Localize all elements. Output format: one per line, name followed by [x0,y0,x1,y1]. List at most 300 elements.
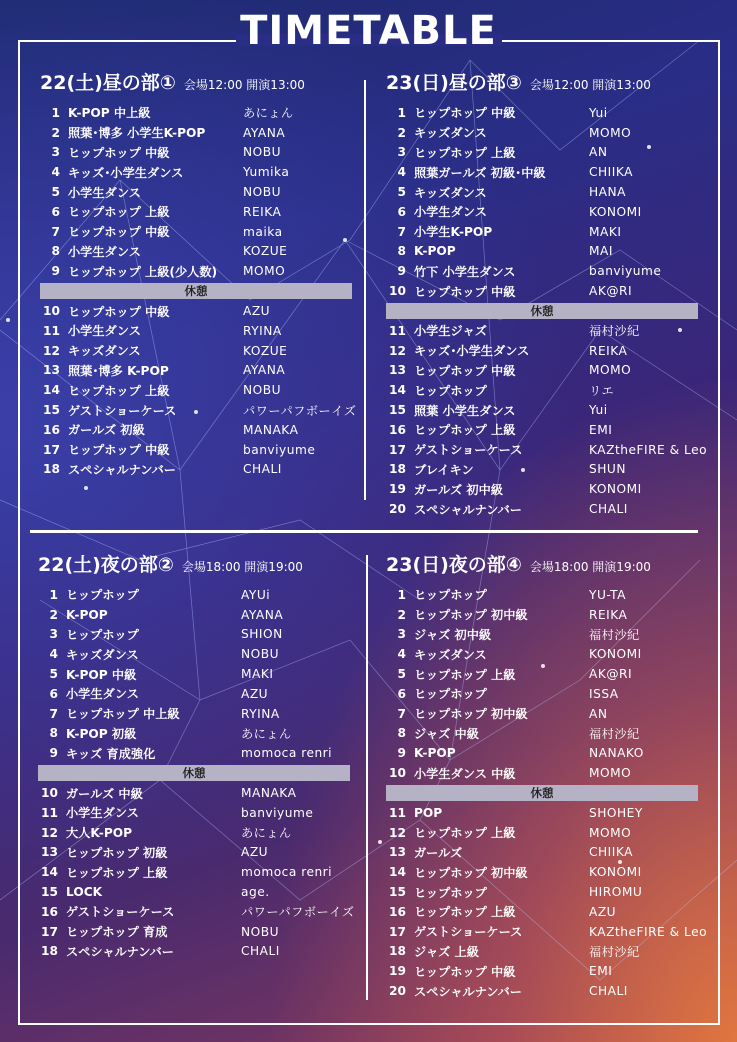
program-row [386,222,698,242]
program-number: 16 [43,422,60,437]
program-genre: ヒップホップ 上級 [414,905,516,920]
program-row [386,823,698,843]
program-performer: SHION [241,627,283,642]
program-number: 8 [51,244,60,259]
program-row [40,103,352,123]
program-row [386,202,698,222]
program-performer: AN [589,145,608,160]
program-performer: 福村沙紀 [589,627,640,642]
program-row [386,605,698,625]
program-number: 16 [41,904,58,919]
program-number: 13 [389,363,406,378]
program-number: 14 [389,865,406,880]
program-number: 2 [51,125,60,140]
program-genre: ヒップホップ 中級 [414,964,516,979]
program-genre: ジャズ 初中級 [414,627,492,642]
program-row [38,724,350,744]
program-row [386,479,698,499]
program-performer: KAZtheFIRE & Leo [589,442,708,457]
program-row [386,644,698,664]
program-genre: ヒップホップ 中級 [68,443,170,458]
program-genre: K-POP [414,244,456,259]
program-row [386,843,698,863]
program-row [38,704,350,724]
program-performer: CHALI [241,944,280,959]
timetable-header [0,8,737,54]
program-row [386,942,698,962]
program-number: 4 [51,165,60,180]
program-performer: ISSA [589,686,619,701]
program-row [40,123,352,143]
program-genre: 小学生ダンス [68,324,141,339]
program-row [38,644,350,664]
program-number: 18 [389,944,406,959]
page-title: TIMETABLE [240,8,497,54]
program-genre: ヒップホップ 上級 [68,205,170,220]
program-row [38,922,350,942]
program-genre: ジャズ 中級 [414,726,479,741]
program-row [386,684,698,704]
program-genre: ヒップホップ 初中級 [414,608,528,623]
program-performer: NANAKO [589,746,644,761]
program-performer: AYUi [241,587,271,602]
program-genre: ゲストショーケース [68,403,177,418]
program-performer: banviyume [243,442,316,457]
program-number: 18 [43,462,60,477]
program-performer: パワーパフボーイズ [241,905,355,920]
program-row [40,242,352,262]
program-row [38,684,350,704]
program-list [40,103,357,479]
program-performer: RYINA [241,706,280,721]
program-genre: K-POP 中級 [66,667,137,682]
program-performer: MOMO [589,825,632,840]
program-number: 5 [49,667,58,682]
program-performer: CHALI [243,462,282,477]
program-performer: KONOMI [589,647,642,662]
program-performer: NOBU [243,145,281,160]
break-bar: 休憩 [386,785,698,801]
program-row [40,182,352,202]
program-row [40,380,352,400]
program-genre: ヒップホップ 中上級 [66,707,180,722]
program-row [38,882,350,902]
program-number: 16 [389,904,406,919]
program-number: 3 [397,145,406,160]
program-performer: age. [241,885,270,900]
program-number: 14 [389,383,406,398]
program-row [38,942,350,962]
session-header [38,550,350,576]
program-row [40,420,352,440]
program-performer: リエ [589,383,615,398]
session-time: 会場18:00 開演19:00 [181,560,303,574]
program-number: 12 [389,343,406,358]
program-row [386,242,698,262]
program-performer: NOBU [241,647,279,662]
program-number: 1 [51,105,60,120]
program-number: 19 [389,482,406,497]
session-time: 会場12:00 開演13:00 [183,78,305,92]
session-day22-evening [38,550,355,961]
program-performer: MAKI [589,224,622,239]
program-number: 11 [41,805,58,820]
program-genre: K-POP 初級 [66,726,137,741]
program-genre: スペシャルナンバー [66,944,174,959]
program-performer: CHIIKA [589,165,633,180]
program-number: 6 [397,204,406,219]
program-row [386,123,698,143]
program-performer: REIKA [243,204,282,219]
session-title: 22(土)昼の部① [40,72,176,94]
program-genre: ヒップホップ 上級 [414,667,516,682]
program-number: 17 [389,442,406,457]
program-row [386,981,698,1001]
program-genre: ヒップホップ 中級 [414,106,516,121]
session-time: 会場18:00 開演19:00 [529,560,651,574]
program-row [386,420,698,440]
program-number: 12 [41,825,58,840]
session-title: 23(日)夜の部④ [386,554,522,576]
program-row [38,664,350,684]
program-performer: momoca renri [241,865,333,880]
program-performer: KONOMI [589,865,642,880]
program-row [40,440,352,460]
program-genre: ヒップホップ 初中級 [414,865,528,880]
program-performer: 福村沙紀 [589,726,640,741]
program-row [386,400,698,420]
program-list [386,585,708,1001]
program-genre: ヒップホップ [414,588,487,603]
program-list [38,585,355,961]
program-number: 7 [397,224,406,239]
program-row [386,585,698,605]
program-number: 4 [397,165,406,180]
program-genre: 小学生ダンス 中級 [414,766,516,781]
program-number: 10 [43,304,60,319]
program-genre: 照葉･博多 K-POP [68,363,169,378]
program-genre: キッズダンス [66,647,139,662]
session-day23-evening [386,550,708,1001]
program-row [386,763,698,783]
program-performer: maika [243,224,283,239]
program-number: 7 [49,706,58,721]
program-performer: REIKA [589,343,628,358]
program-number: 3 [49,627,58,642]
program-number: 13 [43,363,60,378]
program-genre: ブレイキン [414,462,474,477]
program-row [38,902,355,922]
program-genre: ヒップホップ 上級(少人数) [68,264,218,279]
program-row [40,400,357,420]
program-number: 20 [389,984,406,999]
program-genre: ヒップホップ 上級 [414,423,516,438]
program-row [386,281,698,301]
program-row [386,803,698,823]
program-number: 2 [397,607,406,622]
program-number: 5 [51,185,60,200]
program-number: 10 [389,284,406,299]
program-row [386,261,698,281]
program-genre: 照葉ガールズ 初級･中級 [414,165,546,180]
program-performer: momoca renri [241,746,333,761]
program-performer: KOZUE [243,244,288,259]
program-performer: MANAKA [241,786,297,801]
program-row [386,380,698,400]
program-performer: AYANA [243,363,286,378]
program-number: 15 [43,403,60,418]
program-genre: スペシャルナンバー [68,462,176,477]
program-number: 1 [49,587,58,602]
program-number: 15 [389,403,406,418]
program-row [386,724,698,744]
program-genre: キッズ･小学生ダンス [68,165,184,180]
program-performer: RYINA [243,323,282,338]
session-header [386,68,698,94]
program-number: 15 [41,885,58,900]
program-row [40,162,352,182]
program-row [38,803,350,823]
program-genre: 照葉･博多 小学生K-POP [68,126,206,141]
program-genre: スペシャルナンバー [414,984,522,999]
program-genre: キッズダンス [414,647,487,662]
program-row [40,321,352,341]
program-number: 3 [397,627,406,642]
program-row [38,585,350,605]
program-number: 11 [389,805,406,820]
program-performer: EMI [589,422,613,437]
program-performer: NOBU [243,383,281,398]
program-performer: SHUN [589,462,626,477]
program-genre: 竹下 小学生ダンス [414,264,516,279]
program-row [386,321,698,341]
program-genre: POP [414,805,443,820]
program-performer: YU-TA [589,587,626,602]
program-row [38,743,350,763]
program-genre: ゲストショーケース [414,925,523,940]
program-genre: キッズダンス [68,344,141,359]
program-performer: あにょん [241,726,292,741]
program-row [386,922,708,942]
program-row [38,783,350,803]
program-performer: パワーパフボーイズ [243,403,357,418]
section-divider-vertical-top [364,80,366,500]
program-number: 5 [397,667,406,682]
program-row [386,361,698,381]
program-number: 12 [43,343,60,358]
program-genre: キッズ 育成強化 [66,746,156,761]
break-bar: 休憩 [38,765,350,781]
program-performer: MOMO [589,766,632,781]
program-performer: AYANA [241,607,284,622]
program-number: 13 [41,845,58,860]
program-genre: ヒップホップ 初中級 [414,707,528,722]
program-genre: 大人K-POP [66,826,133,841]
program-number: 15 [389,885,406,900]
program-genre: K-POP [414,746,456,761]
program-number: 4 [397,647,406,662]
program-performer: AK@RI [589,284,633,299]
session-title: 22(土)夜の部② [38,554,174,576]
program-performer: NOBU [241,924,279,939]
program-genre: ヒップホップ 中級 [414,363,516,378]
break-bar: 休憩 [386,303,698,319]
program-performer: AZU [589,904,617,919]
program-number: 11 [43,323,60,338]
program-number: 9 [397,264,406,279]
program-performer: AN [589,706,608,721]
program-performer: Yumika [243,165,290,180]
program-genre: 小学生ダンス [68,244,141,259]
program-genre: ゲストショーケース [414,443,523,458]
program-row [386,743,698,763]
program-performer: AK@RI [589,667,633,682]
program-row [38,605,350,625]
program-genre: ヒップホップ [414,687,487,702]
program-performer: REIKA [589,607,628,622]
program-number: 3 [51,145,60,160]
program-genre: ヒップホップ [414,383,487,398]
program-number: 8 [397,726,406,741]
program-number: 12 [389,825,406,840]
program-number: 8 [49,726,58,741]
program-performer: KONOMI [589,482,642,497]
program-number: 7 [397,706,406,721]
program-genre: ヒップホップ 初級 [66,845,168,860]
program-performer: CHALI [589,984,628,999]
program-genre: キッズダンス [414,126,487,141]
program-number: 6 [397,686,406,701]
program-performer: MOMO [589,125,632,140]
program-performer: KOZUE [243,343,288,358]
program-genre: ガールズ [414,845,463,860]
program-performer: banviyume [241,805,314,820]
program-number: 5 [397,185,406,200]
program-genre: 照葉 小学生ダンス [414,403,516,418]
program-performer: KONOMI [589,204,642,219]
program-number: 9 [397,746,406,761]
program-genre: ヒップホップ 上級 [66,865,168,880]
program-genre: ヒップホップ [66,588,139,603]
program-row [386,440,708,460]
program-number: 2 [49,607,58,622]
program-genre: ヒップホップ 育成 [66,925,168,940]
program-performer: Yui [589,105,608,120]
program-genre: ジャズ 上級 [414,944,479,959]
program-performer: MAI [589,244,613,259]
program-performer: EMI [589,964,613,979]
program-genre: K-POP [66,607,108,622]
program-number: 17 [41,924,58,939]
program-performer: あにょん [243,106,294,121]
session-title: 23(日)昼の部③ [386,72,522,94]
program-row [40,460,352,480]
program-performer: banviyume [589,264,662,279]
program-row [386,182,698,202]
program-row [386,103,698,123]
program-genre: ガールズ 初中級 [414,482,503,497]
program-row [386,143,698,163]
program-number: 16 [389,422,406,437]
program-performer: MOMO [243,264,286,279]
program-performer: AYANA [243,125,286,140]
program-genre: ヒップホップ 中級 [68,304,170,319]
program-performer: あにょん [241,826,292,841]
program-list [386,103,708,519]
program-genre: ヒップホップ 上級 [68,383,170,398]
section-divider-vertical-bottom [366,555,368,1000]
program-genre: ガールズ 中級 [66,786,143,801]
program-number: 6 [49,686,58,701]
program-genre: ヒップホップ 中級 [414,284,516,299]
program-genre: 小学生ダンス [66,687,139,702]
break-bar: 休憩 [40,283,352,299]
program-row [386,499,698,519]
program-number: 20 [389,502,406,517]
program-number: 18 [389,462,406,477]
program-genre: キッズダンス [414,185,487,200]
program-number: 14 [43,383,60,398]
program-number: 17 [389,924,406,939]
program-number: 11 [389,323,406,338]
session-day22-afternoon [40,68,357,479]
program-number: 14 [41,865,58,880]
program-genre: K-POP 中上級 [68,106,151,121]
program-row [38,823,350,843]
program-number: 8 [397,244,406,259]
session-header [386,550,698,576]
program-genre: LOCK [66,885,103,900]
program-row [386,625,698,645]
program-genre: ヒップホップ 上級 [414,145,516,160]
program-number: 18 [41,944,58,959]
program-number: 9 [51,264,60,279]
program-genre: スペシャルナンバー [414,502,522,517]
program-performer: NOBU [243,185,281,200]
program-row [386,704,698,724]
session-day23-afternoon [386,68,708,519]
program-row [386,664,698,684]
program-row [386,460,698,480]
program-performer: HIROMU [589,885,643,900]
program-genre: ヒップホップ [414,885,487,900]
program-performer: Yui [589,403,608,418]
program-performer: MAKI [241,667,274,682]
program-genre: 小学生ダンス [66,806,139,821]
program-number: 13 [389,845,406,860]
program-performer: AZU [241,686,269,701]
program-number: 9 [49,746,58,761]
program-row [386,882,698,902]
program-number: 10 [389,766,406,781]
program-number: 17 [43,442,60,457]
program-genre: 小学生ジャズ [414,324,487,339]
program-performer: KAZtheFIRE & Leo [589,924,708,939]
program-genre: 小学生ダンス [414,205,487,220]
program-number: 2 [397,125,406,140]
program-performer: AZU [243,304,271,319]
program-number: 1 [397,105,406,120]
program-number: 7 [51,224,60,239]
program-performer: MANAKA [243,422,299,437]
program-row [386,961,698,981]
program-performer: 福村沙紀 [589,324,640,339]
program-row [40,222,352,242]
program-performer: 福村沙紀 [589,944,640,959]
program-genre: ヒップホップ 中級 [68,225,170,240]
section-divider-horizontal [30,530,698,533]
program-row [38,625,350,645]
